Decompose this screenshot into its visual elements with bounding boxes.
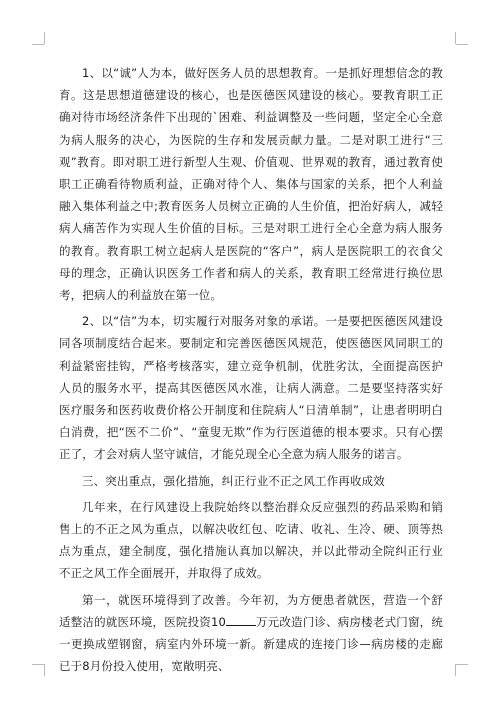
document-body — [59, 62, 443, 677]
environment-text-end: 万元改造门诊、病房楼老式门窗，统一更换成塑钢窗，病室内外环境一新。新建成的连接门诊—病房楼的走廊已于8月份投入使用，宽敞明亮、 — [59, 614, 443, 674]
crop-mark-bottom-left-h — [32, 664, 44, 665]
crop-mark-top-left-v — [44, 32, 45, 44]
crop-mark-bottom-right-v — [455, 664, 456, 676]
crop-mark-top-right-v — [455, 32, 456, 44]
paragraph-trust-commitment: 2、以“信”为本，切实履行对服务对象的承诺。一是要把医德医风建设同各项制度结合起来。要制定和完善医德医风规范，使医德医风同职工的利益紧密挂钩，严格考核落实，建立竞争机制，优胜劣汰，全面提高医护人员的服务水平，提高其医德医风水准，让病人满意。二是要坚持落实好医疗服务和医药收费价格公开制度和住院病人“日清单制”，让患者明明白白消费，把“医不二价”、“童叟无欺”作为行医道德的根本要求。只有心摆正了，才会对病人坚守诚信，才能兑现全心全意为病人服务的诺言。 — [59, 314, 443, 462]
environment-text-start: 第一，就医环境得到了改善。今年初，为方便患者就医，营造一个舒适整洁的就医环境，医院投资10 — [59, 592, 443, 629]
paragraph-honesty-education: 1、以“诚”人为本，做好医务人员的思想教育。一是抓好理想信念的教育。这是思想道德建设的核心，也是医德医风建设的核心。要教育职工正确对待市场经济条件下出现的`困难、利益调整及一些问题，坚定全心全意为病人服务的决心，为医院的生存和发展贡献力量。二是对职工进行“三观”教育。即对职工进行新型人生观、价值观、世界观的教育，通过教育使职工正确看待物质利益，正确对待个人、集体与国家的关系，把个人利益融入集体利益之中;教育医务人员树立正确的人生价值，把治好病人，减轻病人痛苦作为实现人生价值的目标。三是对职工进行全心全意为病人服务的教育。教育职工树立起病人是医院的“客户”，病人是医院职工的衣食父母的理念，正确认识医务工作者和病人的关系，教育职工经常进行换位思考，把病人的利益放在第一位。 — [59, 66, 443, 303]
crop-mark-bottom-right-h — [456, 664, 468, 665]
section-heading: 三、突出重点，强化措施，纠正行业不正之风工作再收成效 — [82, 473, 385, 488]
crop-mark-top-left-h — [32, 44, 44, 45]
paragraph-industry-style: 几年来，在行风建设上我院始终以整治群众反应强烈的药品采购和销售上的不正之风为重点，以解决收红包、吃请、收礼、生冷、硬、顶等热点为重点，建全制度，强化措施认真加以解决，并以此带动全院纠正行业不正之风工作全面展开，并取得了成效。 — [59, 499, 443, 581]
paragraph-environment — [59, 589, 443, 678]
fill-in-blank — [226, 613, 256, 626]
crop-mark-top-right-h — [456, 44, 468, 45]
crop-mark-bottom-left-v — [44, 664, 45, 676]
